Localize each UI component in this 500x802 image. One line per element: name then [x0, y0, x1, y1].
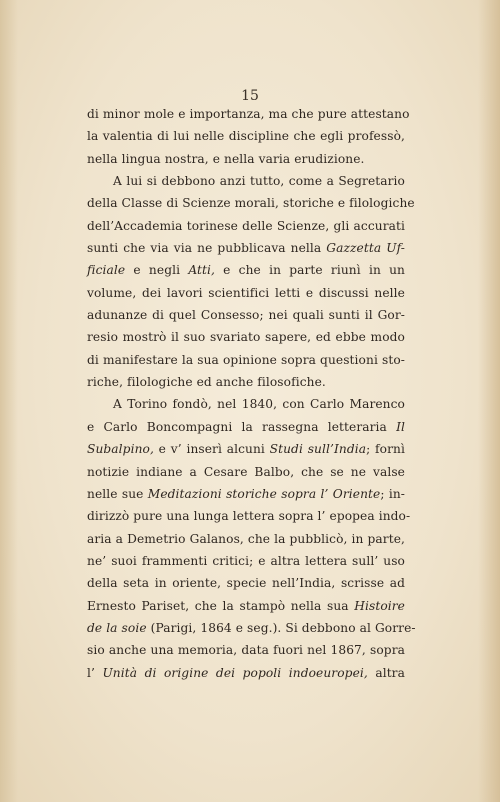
text-run: Ernesto Pariset, che la stampò nella sua: [87, 598, 355, 613]
text-run: A lui si debbono anzi tutto, come a Segretario: [113, 174, 405, 189]
text-run: sunti che via via ne pubblicava nella: [87, 241, 327, 256]
text-run: sio anche una memoria, data fuori nel 1867, sopra: [87, 643, 405, 658]
text-line: [87, 617, 416, 639]
text-line: [87, 125, 405, 147]
text-line: [87, 326, 405, 348]
text-run: della Classe di Scienze morali, storiche e filologiche: [87, 196, 415, 211]
text-line: [87, 528, 405, 550]
text-run: l’: [87, 665, 103, 680]
text-run: dirizzò pure una lunga lettera sopra l’ epopea indo-: [87, 509, 411, 524]
italic-title-text: Subalpino,: [87, 442, 154, 457]
page-edge-shadow-right: [478, 0, 500, 802]
text-line: [87, 304, 405, 326]
text-line: [87, 349, 405, 371]
text-line: [87, 259, 405, 281]
text-run: resio mostrò il suo svariato sapere, ed ebbe modo: [87, 330, 405, 345]
text-run: adunanze di quel Consesso; nei quali sunti il Gor-: [87, 308, 405, 323]
text-run: e v’ inserì alcuni: [153, 442, 270, 457]
text-line: [87, 215, 405, 237]
page-edge-shadow-left: [0, 0, 18, 802]
text-line: [87, 461, 405, 483]
text-line: [87, 371, 405, 393]
text-run: notizie indiane a Cesare Balbo, che se ne valse: [87, 464, 405, 479]
text-line: [87, 550, 405, 572]
italic-title-text: Il: [396, 419, 405, 434]
page-number: 15: [241, 88, 259, 104]
body-text: [87, 103, 416, 684]
text-run: (Parigi, 1864 e seg.). Si debbono al Gorre-: [146, 620, 416, 635]
text-run: nelle sue: [87, 486, 148, 501]
text-run: aria a Demetrio Galanos, che la pubblicò, in parte,: [87, 531, 405, 546]
text-line: [87, 438, 405, 460]
italic-title-text: ficiale: [87, 263, 126, 278]
text-run: riche, filologiche ed anche filosofiche.: [87, 375, 326, 390]
text-line: [87, 170, 405, 192]
text-line: [87, 483, 405, 505]
text-line: [87, 639, 405, 661]
italic-title-text: de la soie: [87, 620, 147, 635]
text-line: [87, 393, 405, 415]
italic-title-text: Meditazioni storiche sopra l’ Oriente: [147, 486, 381, 501]
text-run: ; in-: [380, 486, 405, 501]
text-line: [87, 595, 405, 617]
text-run: dell’Accademia torinese delle Scienze, gli accurati: [87, 218, 405, 233]
text-line: [87, 416, 405, 438]
italic-title-text: Gazzetta Uf-: [326, 241, 405, 256]
text-line: [87, 148, 405, 170]
text-run: e che in parte riunì in un: [214, 263, 406, 278]
text-line: [87, 103, 410, 125]
text-run: e negli: [125, 263, 189, 278]
text-run: volume, dei lavori scientifici letti e discussi nelle: [87, 285, 405, 300]
text-run: A Torino fondò, nel 1840, con Carlo Marenco: [113, 397, 405, 412]
text-line: [87, 192, 415, 214]
text-line: [87, 505, 411, 527]
text-line: [87, 237, 405, 259]
text-run: ne’ suoi frammenti critici; e altra lettera sull’ uso: [87, 553, 405, 568]
italic-title-text: Unità di origine dei popoli indoeuropei,: [102, 665, 368, 680]
text-run: la valentia di lui nelle discipline che egli professò,: [87, 129, 405, 144]
text-run: della seta in oriente, specie nell’India, scrisse ad: [87, 576, 405, 591]
text-run: di manifestare la sua opinione sopra questioni sto-: [87, 352, 405, 367]
text-run: nella lingua nostra, e nella varia erudizione.: [87, 151, 365, 166]
text-line: [87, 662, 405, 684]
text-run: e Carlo Boncompagni la rassegna letteraria: [87, 419, 397, 434]
text-run: altra: [367, 665, 405, 680]
text-line: [87, 572, 405, 594]
text-run: ; fornì: [366, 442, 405, 457]
italic-title-text: Atti,: [188, 263, 215, 278]
italic-title-text: Histoire: [354, 598, 405, 613]
text-line: [87, 282, 405, 304]
text-run: di minor mole e importanza, ma che pure attestano: [87, 107, 410, 121]
italic-title-text: Studi sull’India: [269, 442, 367, 457]
